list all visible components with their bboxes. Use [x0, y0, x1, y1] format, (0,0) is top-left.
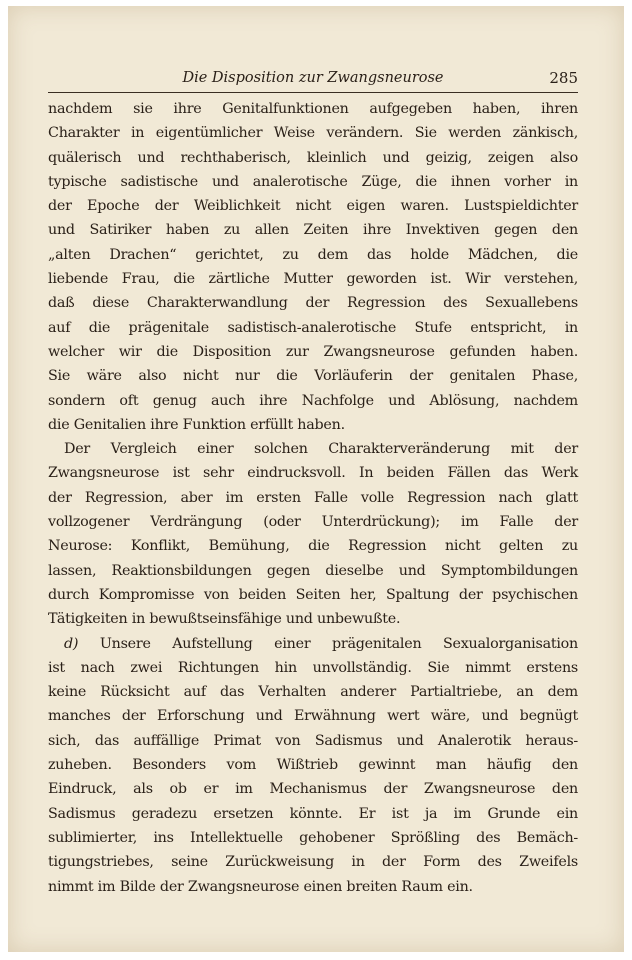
text-line: [48, 777, 578, 801]
text-line: [48, 656, 578, 680]
text-line: [48, 243, 578, 267]
text-line: [48, 826, 578, 850]
text-line: [48, 802, 578, 826]
line-text: quälerisch und rechthaberisch, kleinlich und geizig, zeigen also: [48, 149, 578, 166]
line-text: sondern oft genug auch ihre Nachfolge und Ablösung, nachdem: [48, 392, 578, 409]
text-line: [48, 680, 578, 704]
text-line: [48, 146, 578, 170]
text-line: [48, 291, 578, 315]
line-text: ist nach zwei Richtungen hin unvollständig. Sie nimmt erstens: [48, 659, 578, 676]
page-number: 285: [549, 69, 578, 87]
text-line: [48, 267, 578, 291]
line-text: der Epoche der Weiblichkeit nicht eigen waren. Lustspieldichter: [48, 198, 578, 215]
line-text: daß diese Charakterwandlung der Regression des Sexuallebens: [48, 295, 578, 312]
line-text: welcher wir die Disposition zur Zwangsneurose gefunden haben.: [48, 343, 578, 360]
line-text: liebende Frau, die zärtliche Mutter geworden ist. Wir verstehen,: [48, 271, 578, 288]
text-line: [48, 607, 578, 631]
text-line: [48, 413, 578, 437]
line-text: Unsere Aufstellung einer prägenitalen Sexualorganisation: [99, 635, 578, 652]
text-line: [48, 170, 578, 194]
line-text: Charakter in eigentümlicher Weise verändern. Sie werden zänkisch,: [48, 125, 578, 142]
text-line: [48, 121, 578, 145]
text-line: [48, 632, 578, 656]
line-text: typische sadistische und analerotische Züge, die ihnen vorher in: [48, 173, 578, 190]
line-text: auf die prägenitale sadistisch-analerotische Stufe entspricht, in: [48, 319, 578, 336]
text-line: [48, 534, 578, 558]
page-header: [48, 66, 578, 94]
body-text: [48, 97, 578, 899]
text-line: [48, 316, 578, 340]
line-text: tigungstriebes, seine Zurückweisung in der Form des Zweifels: [48, 854, 578, 871]
text-line: [48, 753, 578, 777]
line-text: und Satiriker haben zu allen Zeiten ihre Invektiven gegen den: [48, 222, 578, 239]
text-line: [48, 486, 578, 510]
line-text: Sie wäre also nicht nur die Vorläuferin der genitalen Phase,: [48, 368, 578, 385]
text-line: [48, 340, 578, 364]
text-line: [48, 437, 578, 461]
text-line: [48, 364, 578, 388]
line-text: sich, das auffällige Primat von Sadismus und Analerotik heraus-: [48, 732, 578, 749]
line-text: die Genitalien ihre Funktion erfüllt haben.: [48, 416, 345, 433]
line-text: der Regression, aber im ersten Falle volle Regression nach glatt: [48, 489, 578, 506]
line-text: Sadismus geradezu ersetzen könnte. Er ist ja im Grunde ein: [48, 805, 578, 822]
text-line: [48, 729, 578, 753]
text-line: [48, 704, 578, 728]
text-line: [48, 583, 578, 607]
line-text: „alten Drachen“ gerichtet, zu dem das holde Mädchen, die: [48, 246, 578, 263]
line-text: keine Rücksicht auf das Verhalten anderer Partialtriebe, an dem: [48, 684, 578, 701]
line-text: zuheben. Besonders vom Wißtrieb gewinnt man häufig den: [48, 757, 578, 774]
line-text: lassen, Reaktionsbildungen gegen dieselbe und Symptombildungen: [48, 562, 578, 579]
line-text: Eindruck, als ob er im Mechanismus der Zwangsneurose den: [48, 781, 578, 798]
line-text: nimmt im Bilde der Zwangsneurose einen breiten Raum ein.: [48, 878, 473, 895]
paragraph: [48, 632, 578, 899]
line-text: vollzogener Verdrängung (oder Unterdrückung); im Falle der: [48, 514, 578, 531]
paragraph: [48, 97, 578, 437]
text-line: [48, 389, 578, 413]
text-line: [48, 850, 578, 874]
text-line: [48, 97, 578, 121]
line-text: Tätigkeiten in bewußtseinsfähige und unbewußte.: [48, 611, 401, 628]
header-rule: [48, 92, 578, 93]
running-title: Die Disposition zur Zwangsneurose: [182, 70, 444, 86]
text-line: [48, 194, 578, 218]
line-text: Der Vergleich einer solchen Charakterveränderung mit der: [64, 441, 578, 458]
line-text: nachdem sie ihre Genitalfunktionen aufgegeben haben, ihren: [48, 101, 578, 117]
line-text: sublimierter, ins Intellektuelle gehobener Sprößling des Bemäch-: [48, 829, 578, 846]
text-line: [48, 461, 578, 485]
line-text: durch Kompromisse von beiden Seiten her, Spaltung der psychischen: [48, 586, 578, 603]
text-line: [48, 218, 578, 242]
text-line: [48, 875, 578, 899]
line-text: manches der Erforschung und Erwähnung wert wäre, und begnügt: [48, 708, 578, 725]
section-marker: d): [64, 635, 79, 652]
paragraph: [48, 437, 578, 631]
line-text: Zwangsneurose ist sehr eindrucksvoll. In beiden Fällen das Werk: [48, 465, 578, 482]
text-line: [48, 559, 578, 583]
text-line: [48, 510, 578, 534]
line-text: Neurose: Konflikt, Bemühung, die Regression nicht gelten zu: [48, 538, 578, 555]
